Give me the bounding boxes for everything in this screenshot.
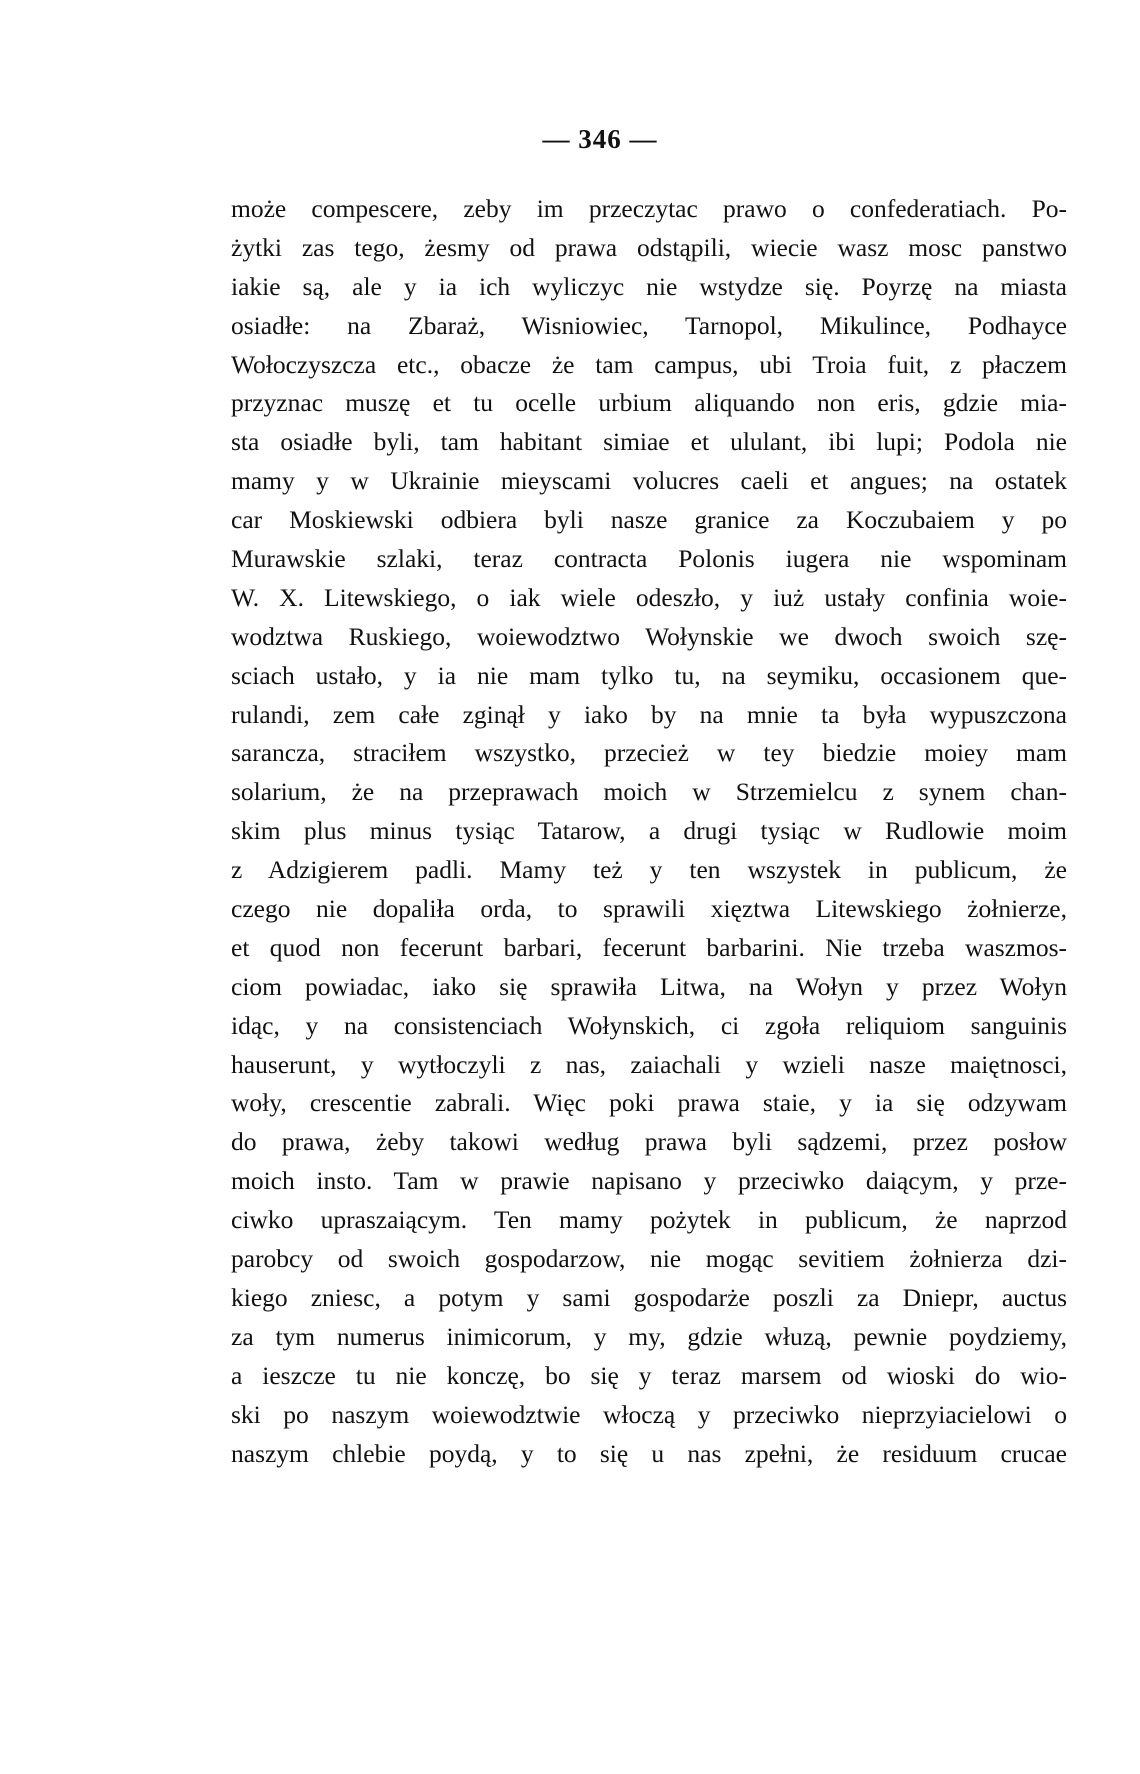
body-text (231, 190, 1067, 1473)
text-line: wodztwa Ruskiego, woiewodztwo Wołynskie we dwoch swoich szę- (231, 621, 1067, 651)
text-line: z Adzigierem padli. Mamy też y ten wszystek in publicum, że (231, 855, 1067, 885)
text-line: ciwko upraszaiącym. Ten mamy pożytek in publicum, że naprzod (231, 1205, 1067, 1235)
text-line: osiadłe: na Zbaraż, Wisniowiec, Tarnopol, Mikulince, Podhayce (231, 310, 1067, 340)
text-line: może compescere, zeby im przeczytac prawo o confederatiach. Po- (231, 194, 1067, 223)
text-line: idąc, y na consistenciach Wołynskich, ci zgoła reliquiom sanguinis (231, 1010, 1067, 1040)
text-line: hauserunt, y wytłoczyli z nas, zaiachali y wzieli nasze maiętnosci, (231, 1049, 1067, 1079)
text-line: naszym chlebie poydą, y to się u nas zpełni, że residuum crucae (231, 1438, 1067, 1468)
text-line: iakie są, ale y ia ich wyliczyc nie wstydze się. Poyrzę na miasta (231, 271, 1067, 301)
text-line: skim plus minus tysiąc Tatarow, a drugi tysiąc w Rudlowie moim (231, 816, 1067, 846)
text-line: solarium, że na przeprawach moich w Strzemielcu z synem chan- (231, 777, 1067, 807)
text-line: Wołoczyszcza etc., obacze że tam campus, ubi Troia fuit, z płaczem (231, 349, 1067, 379)
text-line: sta osiadłe byli, tam habitant simiae et ululant, ibi lupi; Podola nie (231, 427, 1067, 457)
text-line: a ieszcze tu nie konczę, bo się y teraz marsem od wioski do wio- (231, 1360, 1067, 1390)
text-line: et quod non fecerunt barbari, fecerunt barbarini. Nie trzeba waszmos- (231, 932, 1067, 962)
text-line: ski po naszym woiewodztwie włoczą y przeciwko nieprzyiacielowi o (231, 1399, 1067, 1429)
text-line: przyznac muszę et tu ocelle urbium aliquando non eris, gdzie mia- (231, 388, 1067, 418)
text-line: do prawa, żeby takowi według prawa byli sądzemi, przez posłow (231, 1127, 1067, 1157)
text-line: sarancza, straciłem wszystko, przecież w tey biedzie moiey mam (231, 738, 1067, 768)
text-line: Murawskie szlaki, teraz contracta Polonis iugera nie wspominam (231, 544, 1067, 574)
text-line: parobcy od swoich gospodarzow, nie mogąc sevitiem żołnierza dzi- (231, 1244, 1067, 1274)
text-line: mamy y w Ukrainie mieyscami volucres caeli et angues; na ostatek (231, 466, 1067, 496)
text-line: za tym numerus inimicorum, y my, gdzie włuzą, pewnie poydziemy, (231, 1321, 1067, 1351)
text-line: car Moskiewski odbiera byli nasze granice za Koczubaiem y po (231, 505, 1067, 535)
text-line: kiego zniesc, a potym y sami gospodarże poszli za Dniepr, auctus (231, 1282, 1067, 1312)
text-line: czego nie dopaliła orda, to sprawili xięztwa Litewskiego żołnierze, (231, 894, 1067, 924)
text-line: woły, crescentie zabrali. Więc poki prawa staie, y ia się odzywam (231, 1088, 1067, 1118)
text-line: ciom powiadac, iako się sprawiła Litwa, na Wołyn y przez Wołyn (231, 971, 1067, 1001)
text-line: sciach ustało, y ia nie mam tylko tu, na seymiku, occasionem que- (231, 660, 1067, 690)
text-line: W. X. Litewskiego, o iak wiele odeszło, y iuż ustały confinia woie- (231, 582, 1067, 612)
text-line: moich insto. Tam w prawie napisano y przeciwko daiącym, y prze- (231, 1166, 1067, 1196)
page-number: — 346 — (542, 124, 658, 154)
text-line: żytki zas tego, żesmy od prawa odstąpili, wiecie wasz mosc panstwo (231, 232, 1067, 262)
text-line: rulandi, zem całe zginął y iako by na mnie ta była wypuszczona (231, 699, 1067, 729)
